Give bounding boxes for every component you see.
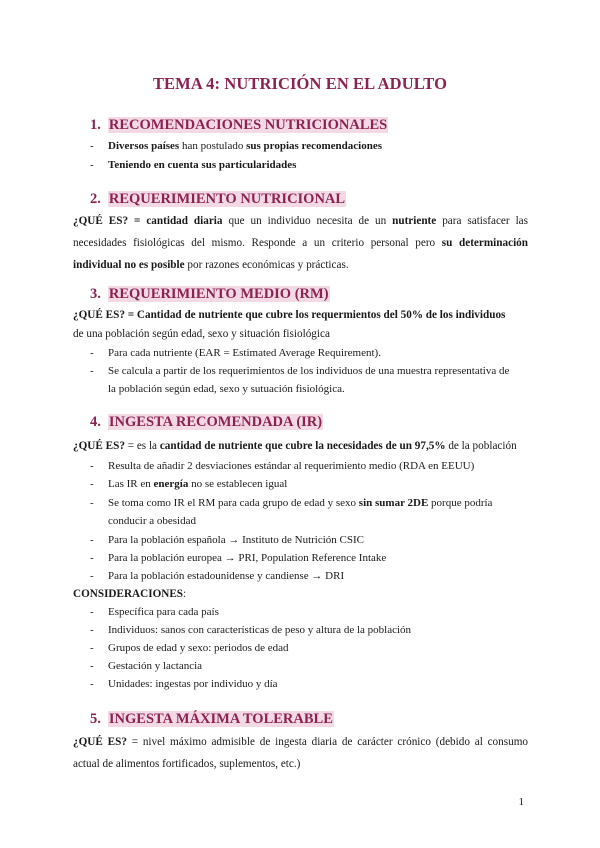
text-bold: nutriente	[392, 215, 437, 227]
text: Se calcula a partir de los requerimientos de los individuos de una muestra representativa de	[108, 365, 510, 377]
section-3-definition-cont: de una población según edad, sexo y situación fisiológica	[73, 328, 330, 340]
text: porque podría	[428, 497, 493, 509]
text: Individuos: sanos con características de peso y altura de la población	[108, 624, 412, 636]
section-1-heading	[90, 117, 388, 134]
text: = es la	[124, 440, 160, 452]
page-title: TEMA 4: NUTRICIÓN EN EL ADULTO	[152, 74, 448, 93]
section-2-title: REQUERIMIENTO NUTRICIONAL	[108, 191, 346, 207]
bullet-dash: -	[90, 497, 94, 509]
text: Las IR en	[108, 478, 154, 490]
section-3-title: REQUERIMIENTO MEDIO (RM)	[108, 286, 329, 302]
text: conducir a obesidad	[108, 515, 196, 527]
bullet-dash: -	[90, 660, 94, 672]
text: Resulta de añadir 2 desviaciones estándar al requerimiento medio (RDA en EEUU)	[108, 460, 475, 472]
text: :	[183, 588, 187, 600]
text: de la población	[445, 440, 517, 452]
section-4-title: INGESTA RECOMENDADA (IR)	[108, 414, 323, 430]
text: han postulado	[179, 140, 247, 152]
bullet-dash: -	[90, 460, 94, 472]
bullet-dash: -	[90, 347, 94, 359]
text-bold: Cantidad de nutriente que cubre los requermientos del 50% de los individuos	[136, 309, 506, 321]
text: para satisfacer las necesidades fisiológicas del mismo. Responde a un criterio personal pero	[73, 215, 528, 249]
text: por razones económicas y prácticas.	[184, 259, 349, 271]
text-bold: sus propias recomendaciones	[246, 140, 383, 152]
bullet-dash: -	[90, 478, 94, 490]
bullet-dash: -	[90, 365, 94, 377]
text: Para la población española → Instituto de Nutrición CSIC	[108, 534, 365, 546]
section-3-definition	[73, 305, 528, 325]
text-bold: su determinación individual no es posible	[73, 237, 529, 271]
considerations-heading	[73, 584, 528, 604]
section-2-number: 2.	[90, 191, 101, 207]
text: Gestación y lactancia	[108, 660, 203, 672]
text-bold: ¿QUÉ ES?	[73, 736, 127, 748]
section-4-heading	[90, 414, 323, 431]
text-bold: Diversos países	[108, 140, 180, 152]
section-3-number: 3.	[90, 286, 101, 302]
bullet-dash: -	[90, 642, 94, 654]
bullet-dash: -	[90, 678, 94, 690]
section-5-number: 5.	[90, 711, 101, 727]
text-bold: sin sumar 2DE	[358, 497, 429, 509]
text-bold: ¿QUÉ ES? =	[73, 309, 137, 321]
text-bold: Teniendo en cuenta sus particularidades	[108, 159, 297, 171]
bullet-dash: -	[90, 624, 94, 636]
section-4-definition	[73, 436, 528, 456]
section-1-title: RECOMENDACIONES NUTRICIONALES	[108, 117, 388, 133]
text: Para la población europea → PRI, Population Reference Intake	[108, 552, 387, 564]
text: Para cada nutriente (EAR = Estimated Average Requirement).	[108, 347, 381, 359]
text-bold: ¿QUÉ ES?	[73, 440, 125, 452]
text-bold: energía	[153, 478, 189, 490]
text: Se toma como IR el RM para cada grupo de edad y sexo	[108, 497, 359, 509]
section-5-title: INGESTA MÁXIMA TOLERABLE	[108, 711, 333, 727]
bullet-dash: -	[90, 570, 94, 582]
text: Grupos de edad y sexo: periodos de edad	[108, 642, 289, 654]
section-5-paragraph	[73, 731, 528, 775]
section-2-paragraph	[73, 210, 528, 276]
section-1-number: 1.	[90, 117, 101, 133]
text: que un individuo necesita de un	[222, 215, 393, 227]
section-3-heading	[90, 286, 330, 303]
bullet-dash: -	[90, 140, 94, 152]
bullet-dash: -	[90, 534, 94, 546]
bullet-dash: -	[90, 552, 94, 564]
page-number: 1	[518, 796, 524, 808]
section-5-heading	[90, 711, 334, 728]
text: Para la población estadounidense y candiense → DRI	[108, 570, 345, 582]
text-bold: CONSIDERACIONES	[73, 588, 184, 600]
text-bold: cantidad diaria	[146, 215, 223, 227]
bullet-dash: -	[90, 606, 94, 618]
text: Específica para cada país	[108, 606, 219, 618]
text: no se establecen igual	[188, 478, 288, 490]
text: la población según edad, sexo y sutuación fisiológica.	[108, 383, 345, 395]
section-2-heading	[90, 191, 346, 208]
text: Unidades: ingestas por individuo y día	[108, 678, 278, 690]
text-bold: cantidad de nutriente que cubre la necesidades de un 97,5%	[159, 440, 446, 452]
text: = nivel máximo admisible de ingesta diaria de carácter crónico (debido al consumo actual de alimentos fortificados, suplementos, etc.)	[73, 736, 528, 770]
text-bold: ¿QUÉ ES? =	[73, 215, 147, 227]
bullet-dash: -	[90, 159, 94, 171]
section-4-number: 4.	[90, 414, 101, 430]
